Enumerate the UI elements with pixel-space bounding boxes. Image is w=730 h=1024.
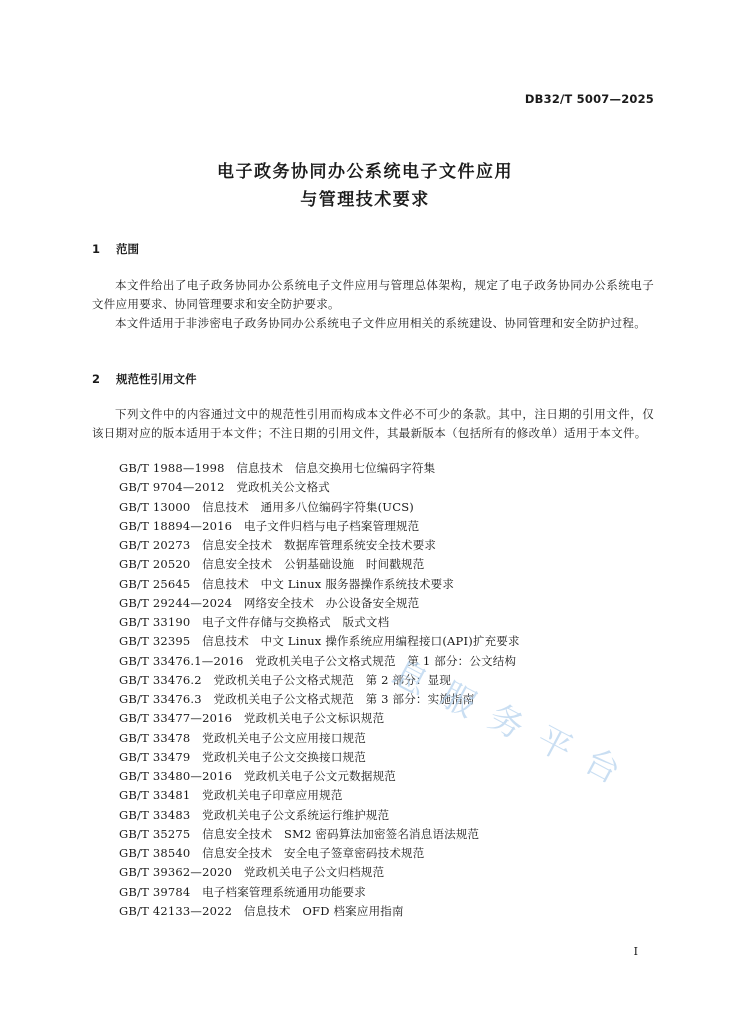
reference-item: GB/T 33476.3 党政机关电子公文格式规范 第 3 部分：实施指南	[119, 692, 475, 706]
watermark-char: 台	[577, 740, 627, 792]
reference-item: GB/T 32395 信息技术 中文 Linux 操作系统应用编程接口(API)扩充要求	[119, 634, 520, 649]
reference-item: GB/T 13000 信息技术 通用多八位编码字符集(UCS)	[119, 499, 414, 514]
section-heading-normative-references	[92, 371, 197, 387]
reference-item: GB/T 33477—2016 党政机关电子公文标识规范	[119, 711, 385, 726]
reference-item: GB/T 42133—2022 信息技术 OFD 档案应用指南	[119, 903, 404, 918]
document-title-line-1: 电子政务协同办公系统电子文件应用	[217, 162, 513, 182]
watermark-char: 务	[481, 696, 531, 748]
reference-item: GB/T 33476.2 党政机关电子公文格式规范 第 2 部分：显现	[119, 672, 452, 687]
document-code: DB32/T 5007—2025	[524, 92, 654, 106]
reference-item: GB/T 33481 党政机关电子印章应用规范	[119, 788, 343, 803]
watermark-char: 息	[385, 652, 435, 704]
section-title: 规范性引用文件	[116, 372, 197, 386]
reference-item: GB/T 18894—2016 电子文件归档与电子档案管理规范	[119, 518, 420, 533]
watermark-char: 服	[433, 674, 483, 726]
reference-item: GB/T 33483 党政机关电子公文系统运行维护规范	[119, 807, 390, 822]
reference-item: GB/T 9704—2012 党政机关公文格式	[119, 480, 330, 495]
reference-item: GB/T 25645 信息技术 中文 Linux 服务器操作系统技术要求	[119, 576, 455, 591]
reference-item: GB/T 20520 信息安全技术 公钥基础设施 时间戳规范	[119, 557, 425, 572]
reference-item: GB/T 29244—2024 网络安全技术 办公设备安全规范	[119, 595, 420, 610]
reference-item: GB/T 1988—1998 信息技术 信息交换用七位编码字符集	[119, 461, 436, 475]
reference-item: GB/T 33190 电子文件存储与交换格式 版式文档	[119, 615, 390, 629]
reference-item: GB/T 33476.1—2016 党政机关电子公文格式规范 第 1 部分：公文结构	[119, 653, 517, 668]
scope-paragraph-2: 本文件适用于非涉密电子政务协同办公系统电子文件应用相关的系统建设、协同管理和安全防护过程。	[115, 316, 646, 330]
reference-list	[119, 459, 520, 921]
reference-item: GB/T 33479 党政机关电子公文交换接口规范	[119, 749, 366, 764]
page-number: I	[633, 945, 638, 958]
section-number: 1	[92, 242, 101, 256]
watermark-char: 平	[529, 718, 579, 770]
section-title: 范围	[116, 242, 139, 256]
section-number: 2	[92, 372, 101, 386]
reference-item: GB/T 33480—2016 党政机关电子公文元数据规范	[119, 769, 396, 783]
document-title-line-2: 与管理技术要求	[300, 190, 430, 210]
section-heading-scope	[92, 241, 139, 257]
reference-item: GB/T 33478 党政机关电子公文应用接口规范	[119, 730, 366, 745]
references-intro-paragraph: 下列文件中的内容通过文中的规范性引用而构成本文件必不可少的条款。其中，注日期的引用文件，仅该日期对应的版本适用于本文件；不注日期的引用文件，其最新版本（包括所有的修改单）适用于本文件。	[92, 407, 654, 440]
reference-item: GB/T 38540 信息安全技术 安全电子签章密码技术规范	[119, 846, 425, 860]
reference-item: GB/T 39362—2020 党政机关电子公文归档规范	[119, 865, 385, 880]
reference-item: GB/T 39784 电子档案管理系统通用功能要求	[119, 884, 366, 899]
reference-item: GB/T 35275 信息安全技术 SM2 密码算法加密签名消息语法规范	[119, 826, 480, 841]
scope-paragraph-1: 本文件给出了电子政务协同办公系统电子文件应用与管理总体架构，规定了电子政务协同办公系统电子文件应用要求、协同管理要求和安全防护要求。	[92, 278, 654, 311]
reference-item: GB/T 20273 信息安全技术 数据库管理系统安全技术要求	[119, 538, 437, 552]
